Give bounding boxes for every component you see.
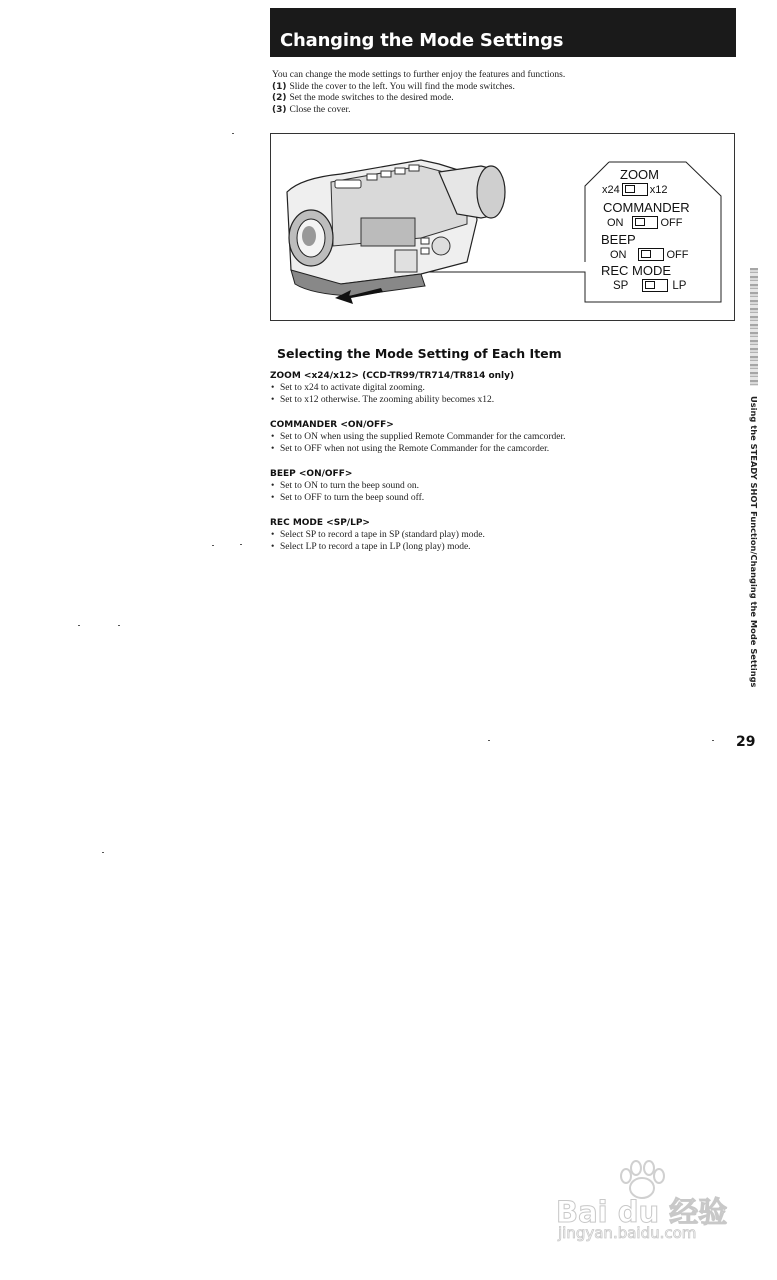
side-tab-text: Using the STEADY SHOT Function/Changing the Mode Settings <box>749 396 759 688</box>
commander-label: COMMANDER <box>603 200 690 215</box>
switch-icon <box>632 216 658 229</box>
scan-speck <box>118 625 120 626</box>
step-number: (3) <box>272 104 287 115</box>
bullet-list <box>270 431 740 455</box>
list-item: • Set to ON to turn the beep sound on. <box>270 480 740 492</box>
commander-off: OFF <box>660 216 683 229</box>
step-text: Set the mode switches to the desired mode. <box>289 93 454 103</box>
bullet-list <box>270 529 740 553</box>
step-number: (2) <box>272 93 287 103</box>
page-title: Changing the Mode Settings <box>280 30 564 51</box>
rec-mode-label: REC MODE <box>601 263 672 278</box>
zoom-label: ZOOM <box>620 167 659 182</box>
zoom-x24: x24 <box>602 183 620 196</box>
camcorder-figure <box>270 133 735 321</box>
item-beep <box>270 468 740 504</box>
item-zoom <box>270 370 740 406</box>
item-heading: COMMANDER <ON/OFF> <box>270 420 394 430</box>
step-1 <box>272 82 732 94</box>
thumb-index-strip <box>750 268 758 386</box>
scan-speck <box>488 740 490 741</box>
rec-sp: SP <box>613 279 629 292</box>
watermark-text: Bai du 经验 <box>556 1195 728 1229</box>
item-heading: REC MODE <SP/LP> <box>270 518 370 528</box>
step-3 <box>272 105 732 117</box>
beep-off: OFF <box>666 248 689 261</box>
commander-switch <box>607 216 683 229</box>
item-rec-mode <box>270 517 740 553</box>
list-item: • Set to OFF to turn the beep sound off. <box>270 492 740 504</box>
rec-mode-switch <box>613 279 686 292</box>
side-tab <box>748 396 760 688</box>
scan-speck <box>240 544 242 545</box>
zoom-switch <box>602 183 668 196</box>
beep-switch <box>610 248 689 261</box>
scan-speck <box>712 740 714 741</box>
zoom-x12: x12 <box>649 183 668 196</box>
bullet-list <box>270 480 740 504</box>
scan-speck <box>78 625 80 626</box>
step-text: Close the cover. <box>289 104 351 115</box>
scan-speck <box>212 545 214 546</box>
item-heading: ZOOM <x24/x12> (CCD-TR99/TR714/TR814 only) <box>270 371 515 381</box>
intro-text: You can change the mode settings to further enjoy the features and functions. <box>272 70 566 80</box>
item-commander <box>270 419 740 455</box>
section-heading: Selecting the Mode Setting of Each Item <box>277 346 562 361</box>
scan-speck <box>232 133 234 134</box>
switch-icon <box>638 248 664 261</box>
beep-on: ON <box>610 248 627 261</box>
list-item: • Select SP to record a tape in SP (standard play) mode. <box>270 529 740 541</box>
switch-icon <box>642 279 668 292</box>
step-text: Slide the cover to the left. You will find the mode switches. <box>289 81 515 92</box>
intro-block <box>272 70 732 116</box>
step-number: (1) <box>272 81 287 92</box>
list-item: • Set to OFF when not using the Remote Commander for the camcorder. <box>270 443 740 455</box>
step-2 <box>272 93 732 105</box>
title-bar <box>270 8 736 57</box>
beep-label: BEEP <box>601 232 636 247</box>
item-heading: BEEP <ON/OFF> <box>270 469 353 479</box>
bullet-list <box>270 382 740 406</box>
list-item: • Set to ON when using the supplied Remote Commander for the camcorder. <box>270 431 740 443</box>
watermark-url: jingyan.baidu.com <box>558 1224 697 1242</box>
list-item: • Select LP to record a tape in LP (long play) mode. <box>270 541 740 553</box>
switch-icon <box>622 183 648 196</box>
scan-speck <box>102 852 104 853</box>
page-number: 29 <box>736 734 756 750</box>
list-item: • Set to x12 otherwise. The zooming ability becomes x12. <box>270 394 740 406</box>
baidu-watermark <box>556 1160 736 1250</box>
commander-on: ON <box>607 216 624 229</box>
rec-lp: LP <box>672 279 687 292</box>
list-item: • Set to x24 to activate digital zooming. <box>270 382 740 394</box>
